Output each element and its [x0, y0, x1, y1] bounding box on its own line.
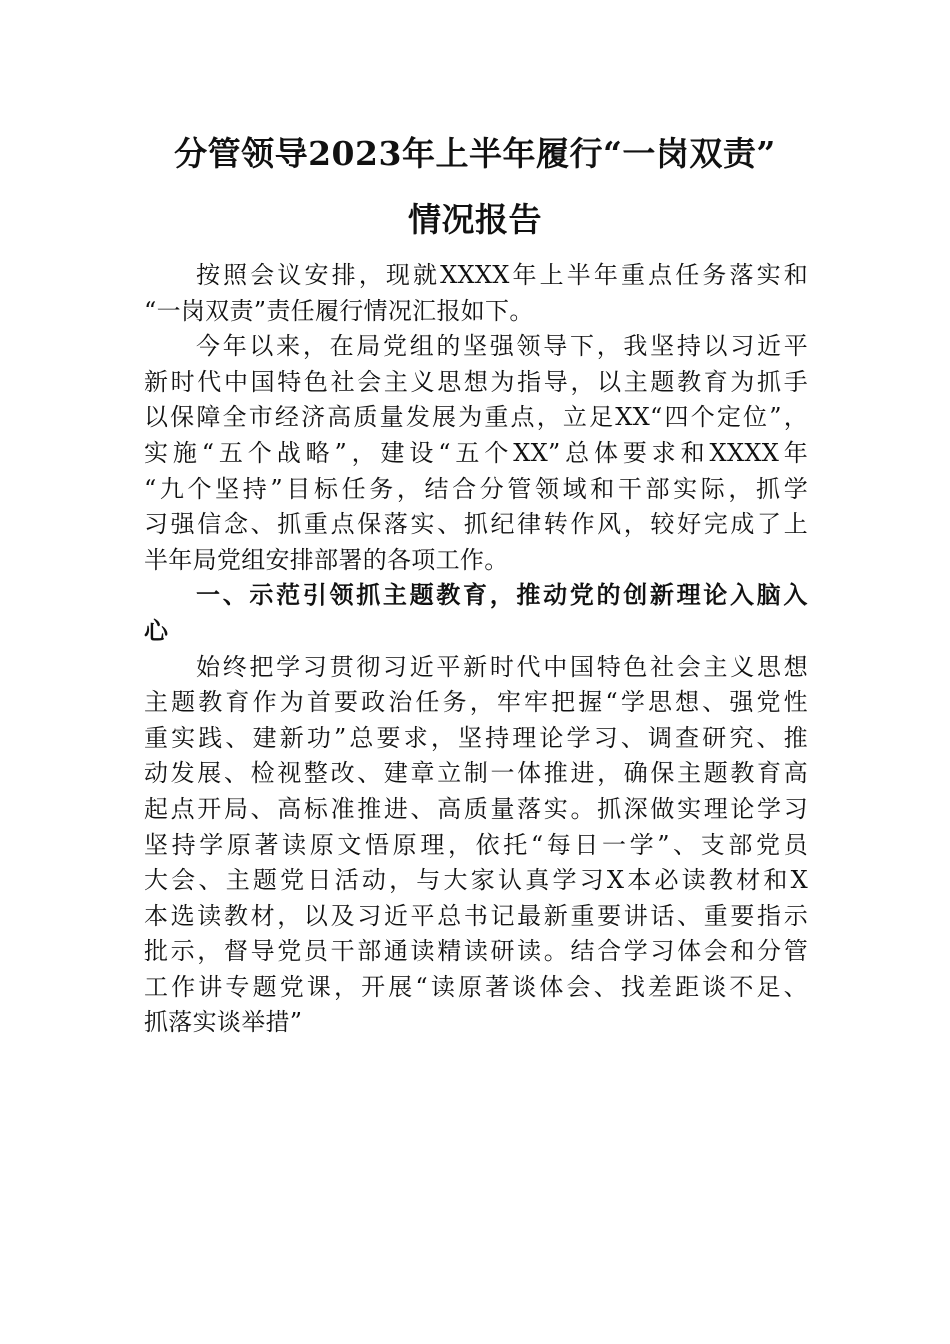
paragraph-line: 本选读教材，以及习近平总书记最新重要讲话、重要指示 [144, 901, 808, 930]
paragraph-line: 按照会议安排，现就XXXX年上半年重点任务落实和 [196, 261, 808, 289]
section-heading: 一、示范引领抓主题教育，推动党的创新理论入脑入 [196, 581, 808, 610]
paragraph-line: 实施“五个战略”，建设“五个XX”总体要求和XXXX年 [144, 438, 808, 467]
paragraph-line: 坚持学原著读原文悟原理，依托“每日一学”、支部党员 [144, 830, 808, 859]
paragraph-line: 今年以来，在局党组的坚强领导下，我坚持以习近平 [196, 332, 808, 361]
paragraph-line: “一岗双责”责任履行情况汇报如下。 [144, 296, 534, 325]
section-heading: 心 [144, 616, 169, 645]
paragraph-line: 大会、主题党日活动，与大家认真学习X本必读教材和X [144, 866, 808, 895]
paragraph-line: “九个坚持”目标任务，结合分管领域和干部实际，抓学 [144, 474, 808, 503]
document-title-line-1: 分管领导2023年上半年履行“一岗双责” [174, 134, 776, 173]
paragraph-line: 新时代中国特色社会主义思想为指导，以主题教育为抓手 [144, 367, 808, 396]
paragraph-line: 习强信念、抓重点保落实、抓纪律转作风，较好完成了上 [144, 510, 808, 539]
paragraph-line: 起点开局、高标准推进、高质量落实。抓深做实理论学习 [144, 794, 808, 823]
paragraph-line: 动发展、检视整改、建章立制一体推进，确保主题教育高 [144, 759, 808, 788]
document-title-line-2: 情况报告 [408, 200, 542, 239]
paragraph-line: 重实践、建新功”总要求，坚持理论学习、调查研究、推 [144, 723, 808, 752]
paragraph-line: 主题教育作为首要政治任务，牢牢把握“学思想、强党性 [144, 688, 808, 717]
paragraph-line: 始终把学习贯彻习近平新时代中国特色社会主义思想 [196, 652, 808, 681]
paragraph-line: 抓落实谈举措” [144, 1008, 303, 1037]
document-body [144, 258, 808, 1041]
paragraph-line: 半年局党组安排部署的各项工作。 [144, 545, 509, 574]
paragraph-line: 批示，督导党员干部通读精读研读。结合学习体会和分管 [144, 937, 808, 966]
paragraph-line: 以保障全市经济高质量发展为重点，立足XX“四个定位”， [144, 403, 808, 432]
paragraph-line: 工作讲专题党课，开展“读原著谈体会、找差距谈不足、 [144, 972, 808, 1001]
